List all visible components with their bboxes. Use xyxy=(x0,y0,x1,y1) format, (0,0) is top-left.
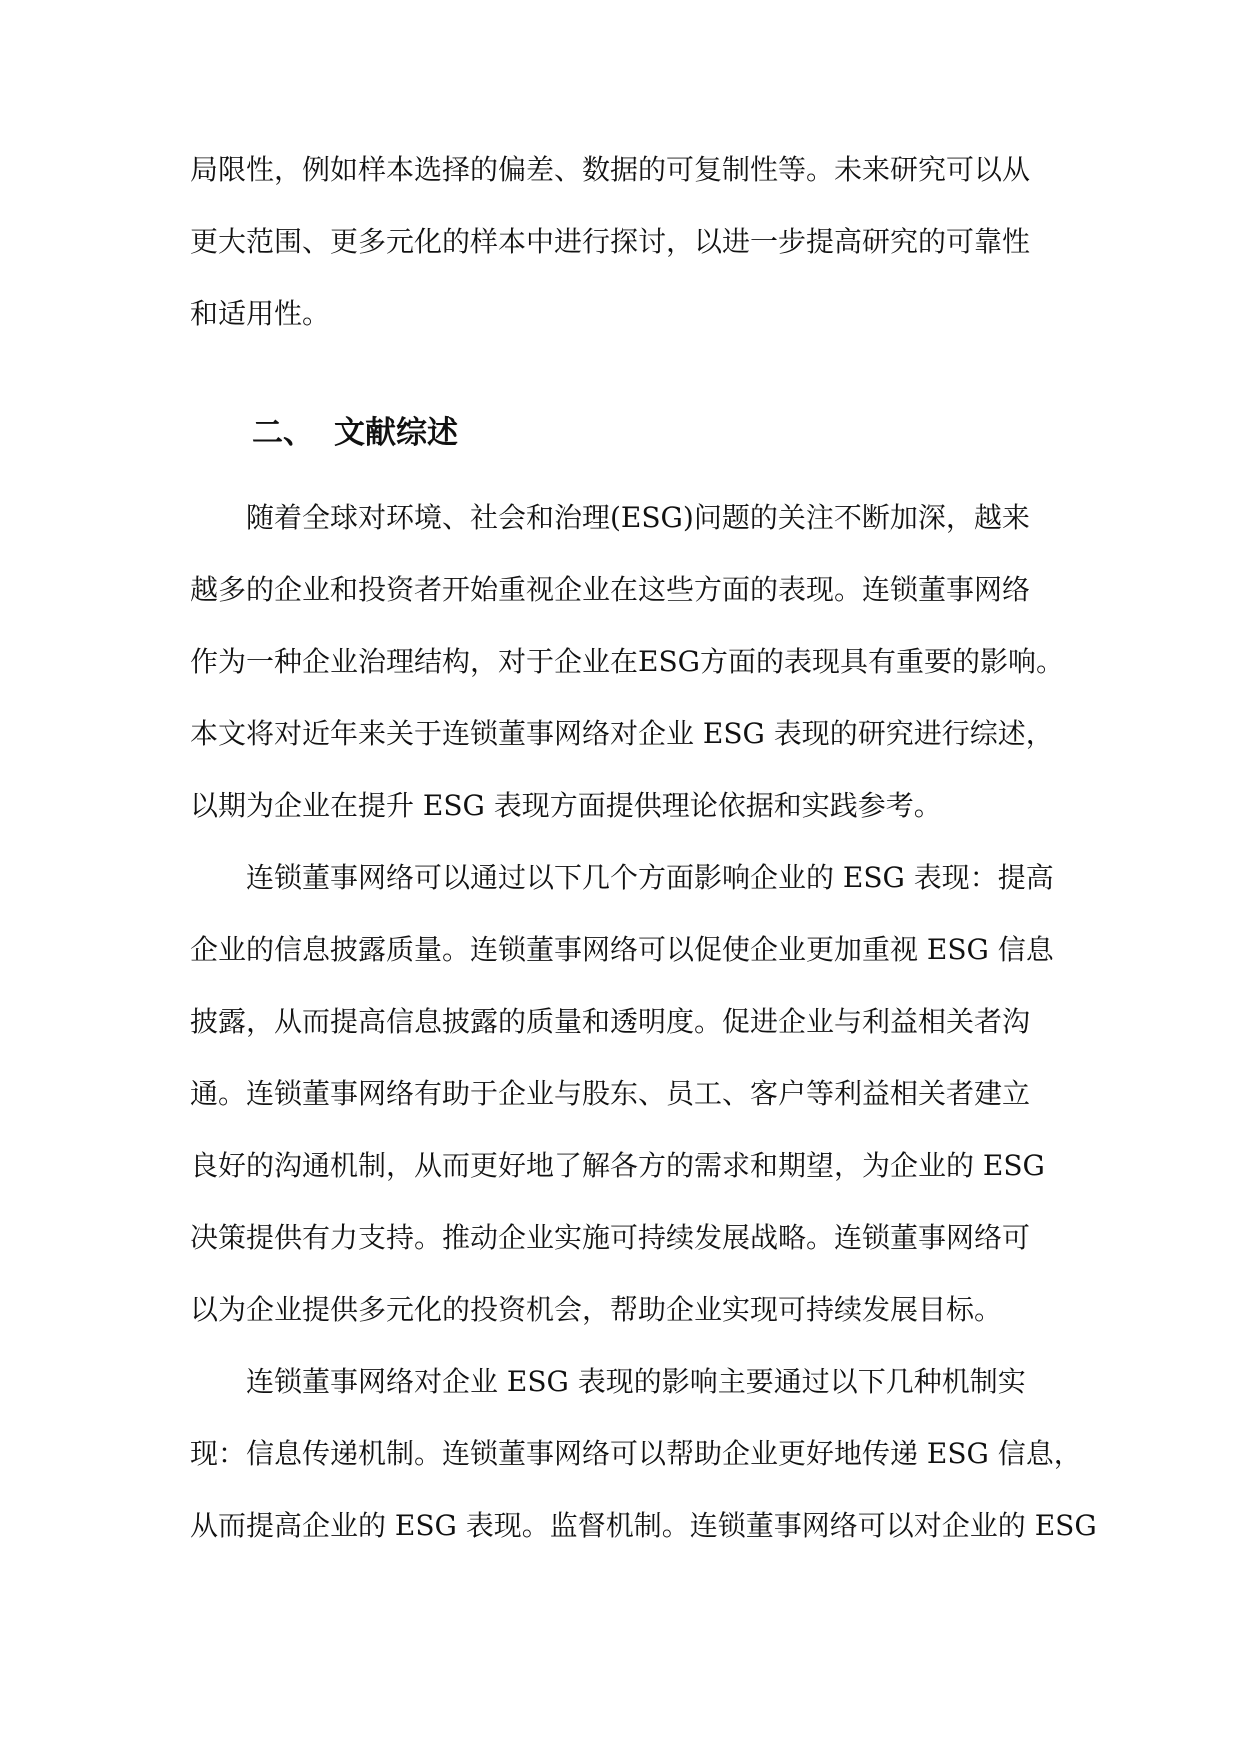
intro-line-2: 更大范围、更多元化的样本中进行探讨，以进一步提高研究的可靠性 xyxy=(190,225,1031,258)
paragraph2-line-6: 决策提供有力支持。推动企业实施可持续发展战略。连锁董事网络可 xyxy=(190,1221,1031,1254)
paragraph1-line-5: 以期为企业在提升 ESG 表现方面提供理论依据和实践参考。 xyxy=(190,789,942,822)
section-title: 文献综述 xyxy=(334,415,458,451)
section-heading xyxy=(252,411,458,455)
paragraph1-line-1: 随着全球对环境、社会和治理(ESG)问题的关注不断加深，越来 xyxy=(246,501,1030,534)
paragraph1-line-4: 本文将对近年来关于连锁董事网络对企业 ESG 表现的研究进行综述， xyxy=(190,717,1054,750)
paragraph1-line-3: 作为一种企业治理结构，对于企业在ESG方面的表现具有重要的影响。 xyxy=(190,645,1064,678)
paragraph2-line-1: 连锁董事网络可以通过以下几个方面影响企业的 ESG 表现：提高 xyxy=(246,861,1054,894)
paragraph2-line-4: 通。连锁董事网络有助于企业与股东、员工、客户等利益相关者建立 xyxy=(190,1077,1031,1110)
section-number: 二、 xyxy=(252,415,314,451)
paragraph2-line-2: 企业的信息披露质量。连锁董事网络可以促使企业更加重视 ESG 信息 xyxy=(190,933,1054,966)
paragraph2-line-7: 以为企业提供多元化的投资机会，帮助企业实现可持续发展目标。 xyxy=(190,1293,1003,1326)
paragraph3-line-3: 从而提高企业的 ESG 表现。监督机制。连锁董事网络可以对企业的 ESG xyxy=(190,1509,1097,1542)
paragraph1-line-2: 越多的企业和投资者开始重视企业在这些方面的表现。连锁董事网络 xyxy=(190,573,1031,606)
intro-line-1: 局限性，例如样本选择的偏差、数据的可复制性等。未来研究可以从 xyxy=(190,153,1031,186)
paragraph3-line-1: 连锁董事网络对企业 ESG 表现的影响主要通过以下几种机制实 xyxy=(246,1365,1026,1398)
intro-line-3: 和适用性。 xyxy=(190,297,331,330)
paragraph3-line-2: 现：信息传递机制。连锁董事网络可以帮助企业更好地传递 ESG 信息， xyxy=(190,1437,1082,1470)
paragraph2-line-5: 良好的沟通机制，从而更好地了解各方的需求和期望，为企业的 ESG xyxy=(190,1149,1045,1182)
paragraph2-line-3: 披露，从而提高信息披露的质量和透明度。促进企业与利益相关者沟 xyxy=(190,1005,1031,1038)
